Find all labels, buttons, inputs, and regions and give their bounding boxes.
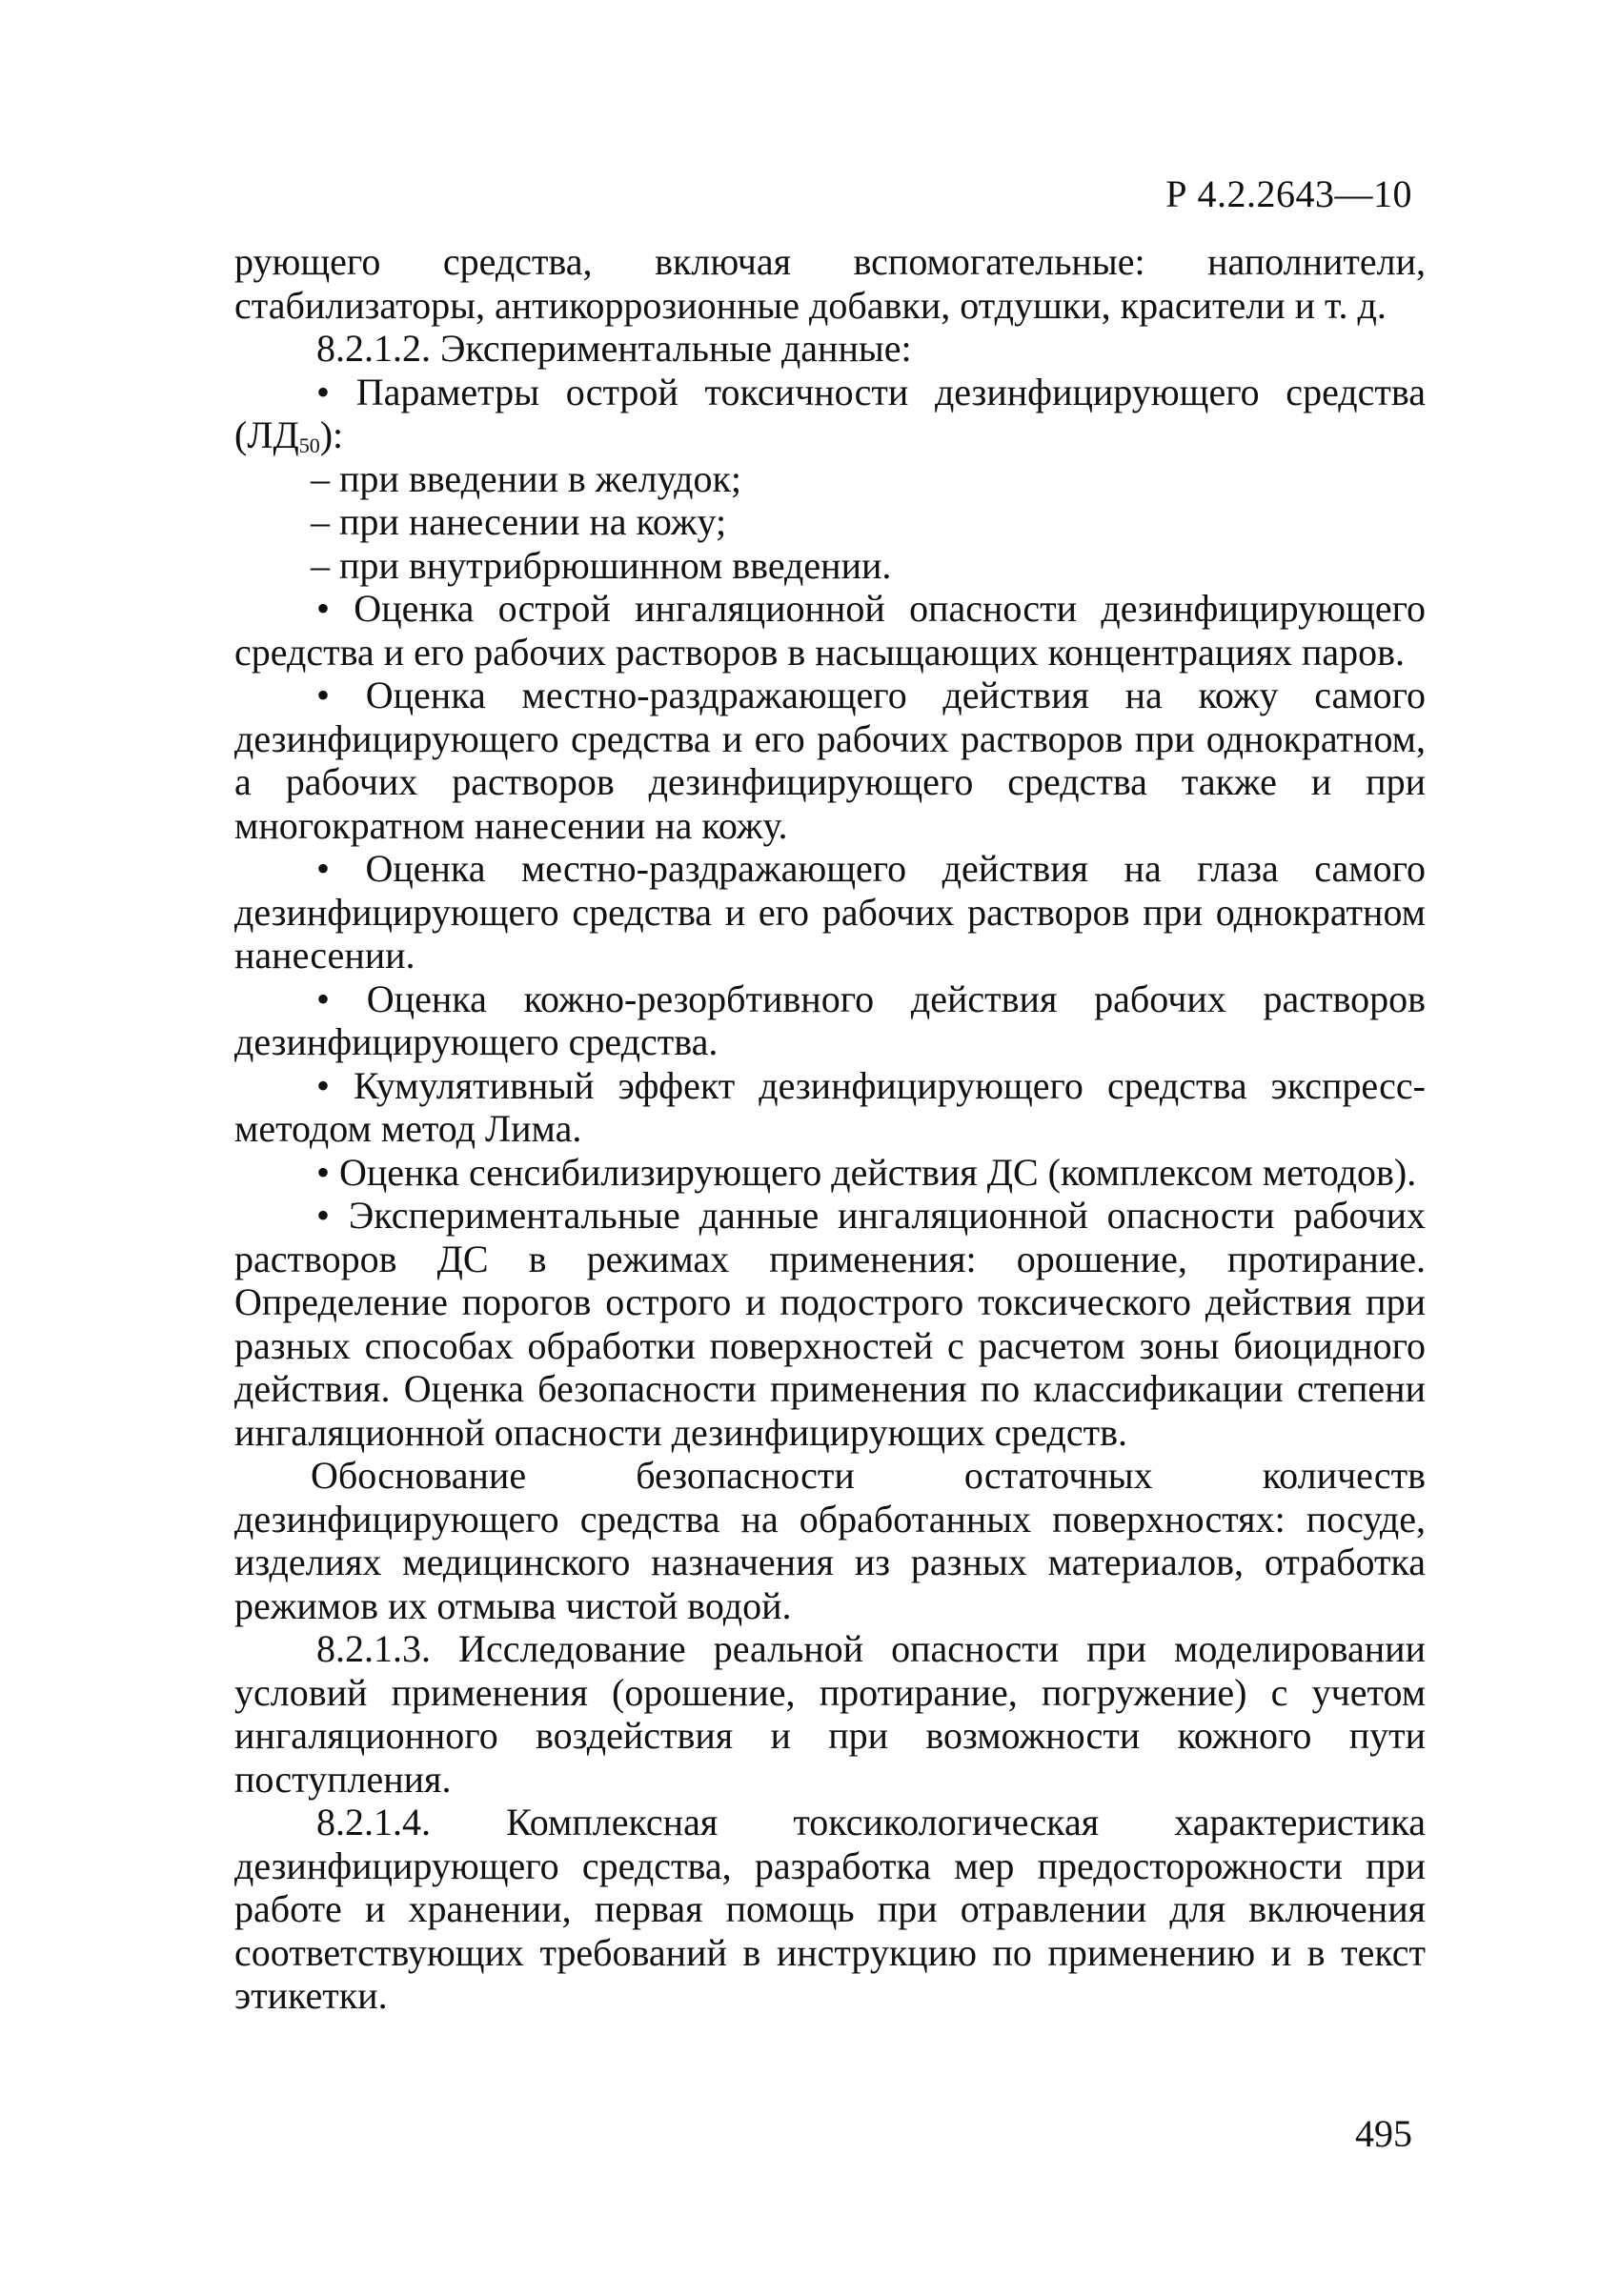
document-code-header: Р 4.2.2643—10 xyxy=(1165,172,1412,215)
bullet-inhalation-experimental: • Экспериментальные данные ингаляционной опасности рабочих растворов ДС в режимах применения: орошение, протирание. Определение порогов острого и подострого токсического действия при разных способах обработки поверхностей с расчетом зоны биоцидного действия. Оценка безопасности применения по классификации степени ингаляционной опасности дезинфицирующих средств. xyxy=(234,1194,1426,1454)
paragraph-continuation: рующего средства, включая вспомогательные: наполнители, стабилизаторы, антикоррозионные добавки, отдушки, красители и т. д. xyxy=(234,240,1426,327)
bullet-acute-toxicity-end: ): xyxy=(319,413,344,456)
dash-item-stomach: – при введении в желудок; xyxy=(311,456,741,500)
section-8-2-1-3: 8.2.1.3. Исследование реальной опасности при моделировании условий применения (орошение, протирание, погружение) с учетом ингаляционного воздействия и при возможности кожного пути поступления. xyxy=(234,1627,1426,1801)
dash-item-intraperitoneal: – при внутрибрюшинном введении. xyxy=(311,543,892,587)
bullet-skin-irritation: • Оценка местно-раздражающего действия на кожу самого дезинфицирующего средства и его рабочих растворов при однократном, а рабочих растворов дезинфицирующего средства также и при многократном нанесении на кожу. xyxy=(234,674,1426,847)
ld50-subscript: 50 xyxy=(298,433,320,457)
section-8-2-1-4: 8.2.1.4. Комплексная токсикологическая характеристика дезинфицирующего средства, разработка мер предосторожности при работе и хранении, первая помощь при отравлении для включения соответствующих требований в инструкцию по применению и в текст этикетки. xyxy=(234,1801,1426,2017)
section-8-2-1-2-heading: 8.2.1.2. Экспериментальные данные: xyxy=(316,327,912,370)
bullet-inhalation-hazard: • Оценка острой ингаляционной опасности дезинфицирующего средства и его рабочих растворов в насыщающих концентрациях паров. xyxy=(234,587,1426,674)
bullet-acute-toxicity xyxy=(234,371,1426,457)
bullet-sensitization: • Оценка сенсибилизирующего действия ДС (комплексом методов). xyxy=(316,1150,1417,1194)
dash-item-skin: – при нанесении на кожу; xyxy=(311,500,727,543)
bullet-skin-resorptive: • Оценка кожно-резорбтивного действия рабочих растворов дезинфицирующего средства. xyxy=(234,977,1426,1063)
bullet-eye-irritation: • Оценка местно-раздражающего действия на глаза самого дезинфицирующего средства и его рабочих растворов при однократном нанесении. xyxy=(234,847,1426,977)
page-number: 495 xyxy=(1355,2112,1412,2155)
paragraph-residual-safety: Обоснование безопасности остаточных количеств дезинфицирующего средства на обработанных поверхностях: посуде, изделиях медицинского назначения из разных материалов, отработка режимов их отмыва чистой водой. xyxy=(234,1454,1426,1627)
bullet-acute-toxicity-text: • Параметры острой токсичности дезинфицирующего средства (ЛД xyxy=(234,370,1426,456)
body-text xyxy=(234,240,1426,2018)
bullet-cumulative-effect: • Кумулятивный эффект дезинфицирующего средства экспресс-методом метод Лима. xyxy=(234,1063,1426,1150)
